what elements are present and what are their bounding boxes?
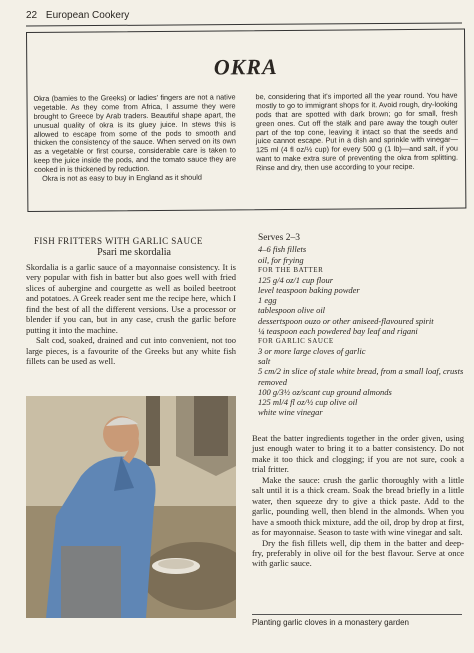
recipe-title: FISH FRITTERS WITH GARLIC SAUCE	[34, 236, 203, 246]
okra-paragraph: Okra is not as easy to buy in England as it should	[42, 172, 202, 183]
okra-sidebar-box	[26, 29, 466, 212]
page-number: 22	[26, 10, 38, 21]
recipe-method	[252, 433, 464, 569]
okra-title: OKRA	[213, 54, 278, 80]
method-paragraph: Dry the fish fillets well, dip them in the batter and deep-fry, preferably in olive oil for the best flavour. Serve at once with garlic sauce.	[252, 537, 464, 569]
method-paragraph: Make the sauce: crush the garlic thoroughly with a little salt until it is a thick cream. Soak the bread briefly in a little water, then squeeze dry to give a thick paste. Add to the garlic, pounding well, then blend in the almonds. When you have a smooth thick mixture, add the oil, drop by drop at first, as for mayonnaise. Season to taste with wine vinegar and salt.	[252, 474, 464, 538]
sauce-heading: FOR GARLIC SAUCE	[258, 336, 334, 345]
ingredient-item: tablespoon olive oil	[258, 305, 326, 316]
recipe-intro	[26, 262, 236, 367]
intro-paragraph: Skordalia is a garlic sauce of a mayonnaise consistency. It is very popular with fish in batter but also goes well with fried slices of aubergine and courgette as well as boiled beetroot and potatoes. A Greek reader sent me the recipe here, which I find the best of all the different versions. Use a processor or blender if you can, but in any case, crush the garlic before putting it into the machine.	[26, 262, 236, 335]
ingredient-item: salt	[258, 356, 271, 367]
method-paragraph: Beat the batter ingredients together in the order given, using just enough water to bring it to a batter consistency. Do not make it too thick and clogging; if you are not sure, cook a trial fritter.	[252, 433, 464, 475]
ingredient-item: 1 egg	[258, 295, 277, 306]
ingredient-item: 125 ml/4 fl oz/½ cup olive oil	[258, 397, 358, 408]
ingredient-item: 5 cm/2 in slice of stale white bread, from a small loaf, crusts removed	[258, 366, 464, 387]
photo-caption: Planting garlic cloves in a monastery garden	[252, 614, 462, 627]
photo-illustration	[26, 396, 236, 618]
recipe-subtitle: Psari me skordalia	[97, 247, 171, 258]
serves-line: Serves 2–3	[258, 233, 300, 243]
garlic-planting-photo	[26, 396, 236, 618]
ingredient-item: 125 g/4 oz/1 cup flour	[258, 274, 334, 285]
ingredient-item: 4–6 fish fillets	[258, 244, 307, 255]
batter-heading: FOR THE BATTER	[258, 265, 324, 274]
ingredient-item: dessertspoon ouzo or other aniseed-flavoured spirit	[258, 315, 434, 326]
okra-left-column	[33, 93, 236, 183]
ingredient-item: oil, for frying	[258, 254, 304, 265]
ingredients-panel	[258, 233, 466, 417]
ingredient-item: level teaspoon baking powder	[258, 285, 360, 296]
ingredient-item: white wine vinegar	[258, 407, 323, 418]
section-title: European Cookery	[45, 10, 130, 21]
header-rule	[26, 22, 462, 26]
ingredient-item: 3 or more large cloves of garlic	[258, 346, 366, 357]
ingredient-item: 100 g/3½ oz/scant cup ground almonds	[258, 386, 392, 397]
intro-paragraph: Salt cod, soaked, drained and cut into convenient, not too large pieces, is a favourite of the Greeks but any white fish fillets can be used as well.	[26, 335, 236, 367]
page-header	[26, 10, 135, 21]
okra-paragraph: be, considering that it's imported all the year round. You have mostly to go to immigrant shops for it. Avoid rough, dry-looking pods that are spotted with dark brown; go for small, fresh green ones. Cut off the stalk and pare away the tough outer part of the top cone, leaving it intact so that the seeds and juice cannot escape. Put in a dish and sprinkle with vinegar—125 ml (4 fl oz/½ cup) for every 500 g (1 lb)—and salt, if you want to make extra sure of preventing the okra from splitting. Rinse and dry, then use according to your recipe.	[255, 90, 459, 173]
okra-right-column	[255, 92, 458, 174]
ingredient-item: ¼ teaspoon each powdered bay leaf and rigani	[258, 325, 418, 336]
okra-paragraph: Okra (bamies to the Greeks) or ladies' fingers are not a native vegetable. As they come from Africa, I assume they were brought to Greece by Arab traders. Beautiful shape apart, the unusual quality of okra is its gluey juice. In stews this is allowed to escape from some of the pods to smooth and thicken the consistency of the sauce. When served on its own as a vegetable or first course, considerable care is taken to keep the juice inside the pods, and the tomato sauce they are cooked in is thickened by reduction.	[33, 92, 237, 175]
